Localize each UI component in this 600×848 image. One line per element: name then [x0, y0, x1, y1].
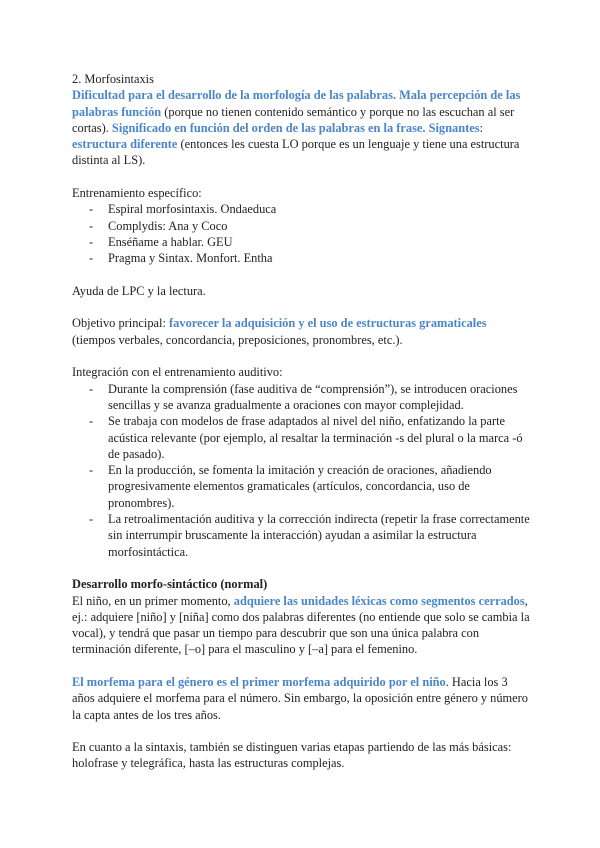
morpheme-paragraph: [72, 674, 530, 723]
development-title: Desarrollo morfo-sintáctico (normal): [72, 577, 268, 592]
training-item: - Enséñame a hablar. GEU: [72, 234, 530, 250]
intro-text-1: (porque no tienen contenido semántico y porque no las escuchan al ser cortas).: [72, 104, 515, 135]
intro-paragraph: [72, 87, 530, 168]
section-heading: 2. Morfosintaxis: [72, 72, 154, 86]
training-item: - Complydis: Ana y Coco: [72, 218, 530, 234]
integration-item: - La retroalimentación auditiva y la corrección indirecta (repetir la frase correctamente sin interrumpir bruscamente la interacción) ayudan a asimilar la estructura morfosintáctica.: [72, 511, 530, 560]
development-paragraph: [72, 593, 530, 658]
highlight-objective: favorecer la adquisición y el uso de estructuras gramaticales: [169, 316, 487, 331]
intro-text-3: (entonces les cuesta LO porque es un lenguaje y tiene una estructura distinta al LS).: [72, 137, 520, 168]
development-text-2: , ej.: adquiere [niño] y [niña] como dos palabras diferentes (no entiende que solo se cambia la vocal), y tendrá que pasar un tiempo para descubrir que son una única palabra con terminación diferente, [–o] para el masculino y [–a] para el femenino.: [72, 593, 530, 657]
highlight-structure: estructura diferente: [72, 137, 178, 152]
syntax-paragraph: En cuanto a la sintaxis, también se distinguen varias etapas partiendo de las más básicas: holofrase y telegráfica, hasta las estructuras complejas.: [72, 740, 512, 771]
training-title: Entrenamiento específico:: [72, 186, 202, 201]
integration-title: Integración con el entrenamiento auditivo:: [72, 365, 283, 380]
development-text-1: El niño, en un primer momento,: [72, 593, 234, 608]
highlight-function-words: Dificultad para el desarrollo de la morfología de las palabras. Mala percepción de las palabras función: [72, 88, 521, 119]
highlight-word-order: Significado en función del orden de las palabras en la frase. Signantes: [111, 120, 480, 135]
lpc-paragraph: Ayuda de LPC y la lectura.: [72, 283, 206, 298]
highlight-gender-morpheme: El morfema para el género es el primer morfema adquirido por el niño: [72, 674, 446, 689]
training-item: - Espiral morfosintaxis. Ondaeduca: [72, 201, 530, 217]
intro-text-2: :: [479, 120, 484, 135]
integration-list: [72, 381, 530, 560]
integration-item: - Durante la comprensión (fase auditiva de “comprensión”), se introducen oraciones sencillas y se avanza gradualmente a oraciones con mayor complejidad.: [72, 381, 530, 414]
objective-text-2: (tiempos verbales, concordancia, preposiciones, pronombres, etc.).: [72, 332, 403, 347]
morpheme-text: . Hacia los 3 años adquiere el morfema para el número. Sin embargo, la oposición entre género y número la capta antes de los tres años.: [72, 674, 529, 722]
training-item: - Pragma y Sintax. Monfort. Entha: [72, 250, 530, 266]
objective-text-1: Objetivo principal:: [72, 316, 170, 331]
highlight-lexical-units: adquiere las unidades léxicas como segmentos cerrados: [233, 593, 525, 608]
objective-paragraph: [72, 315, 530, 348]
integration-item: - Se trabaja con modelos de frase adaptados al nivel del niño, enfatizando la parte acústica relevante (por ejemplo, al resaltar la terminación -s del plural o la marca -ó de pasado).: [72, 413, 530, 462]
document-page: [72, 71, 530, 772]
training-list: [72, 201, 530, 266]
integration-item: - En la producción, se fomenta la imitación y creación de oraciones, añadiendo progresivamente elementos gramaticales (artículos, concordancia, uso de pronombres).: [72, 462, 530, 511]
